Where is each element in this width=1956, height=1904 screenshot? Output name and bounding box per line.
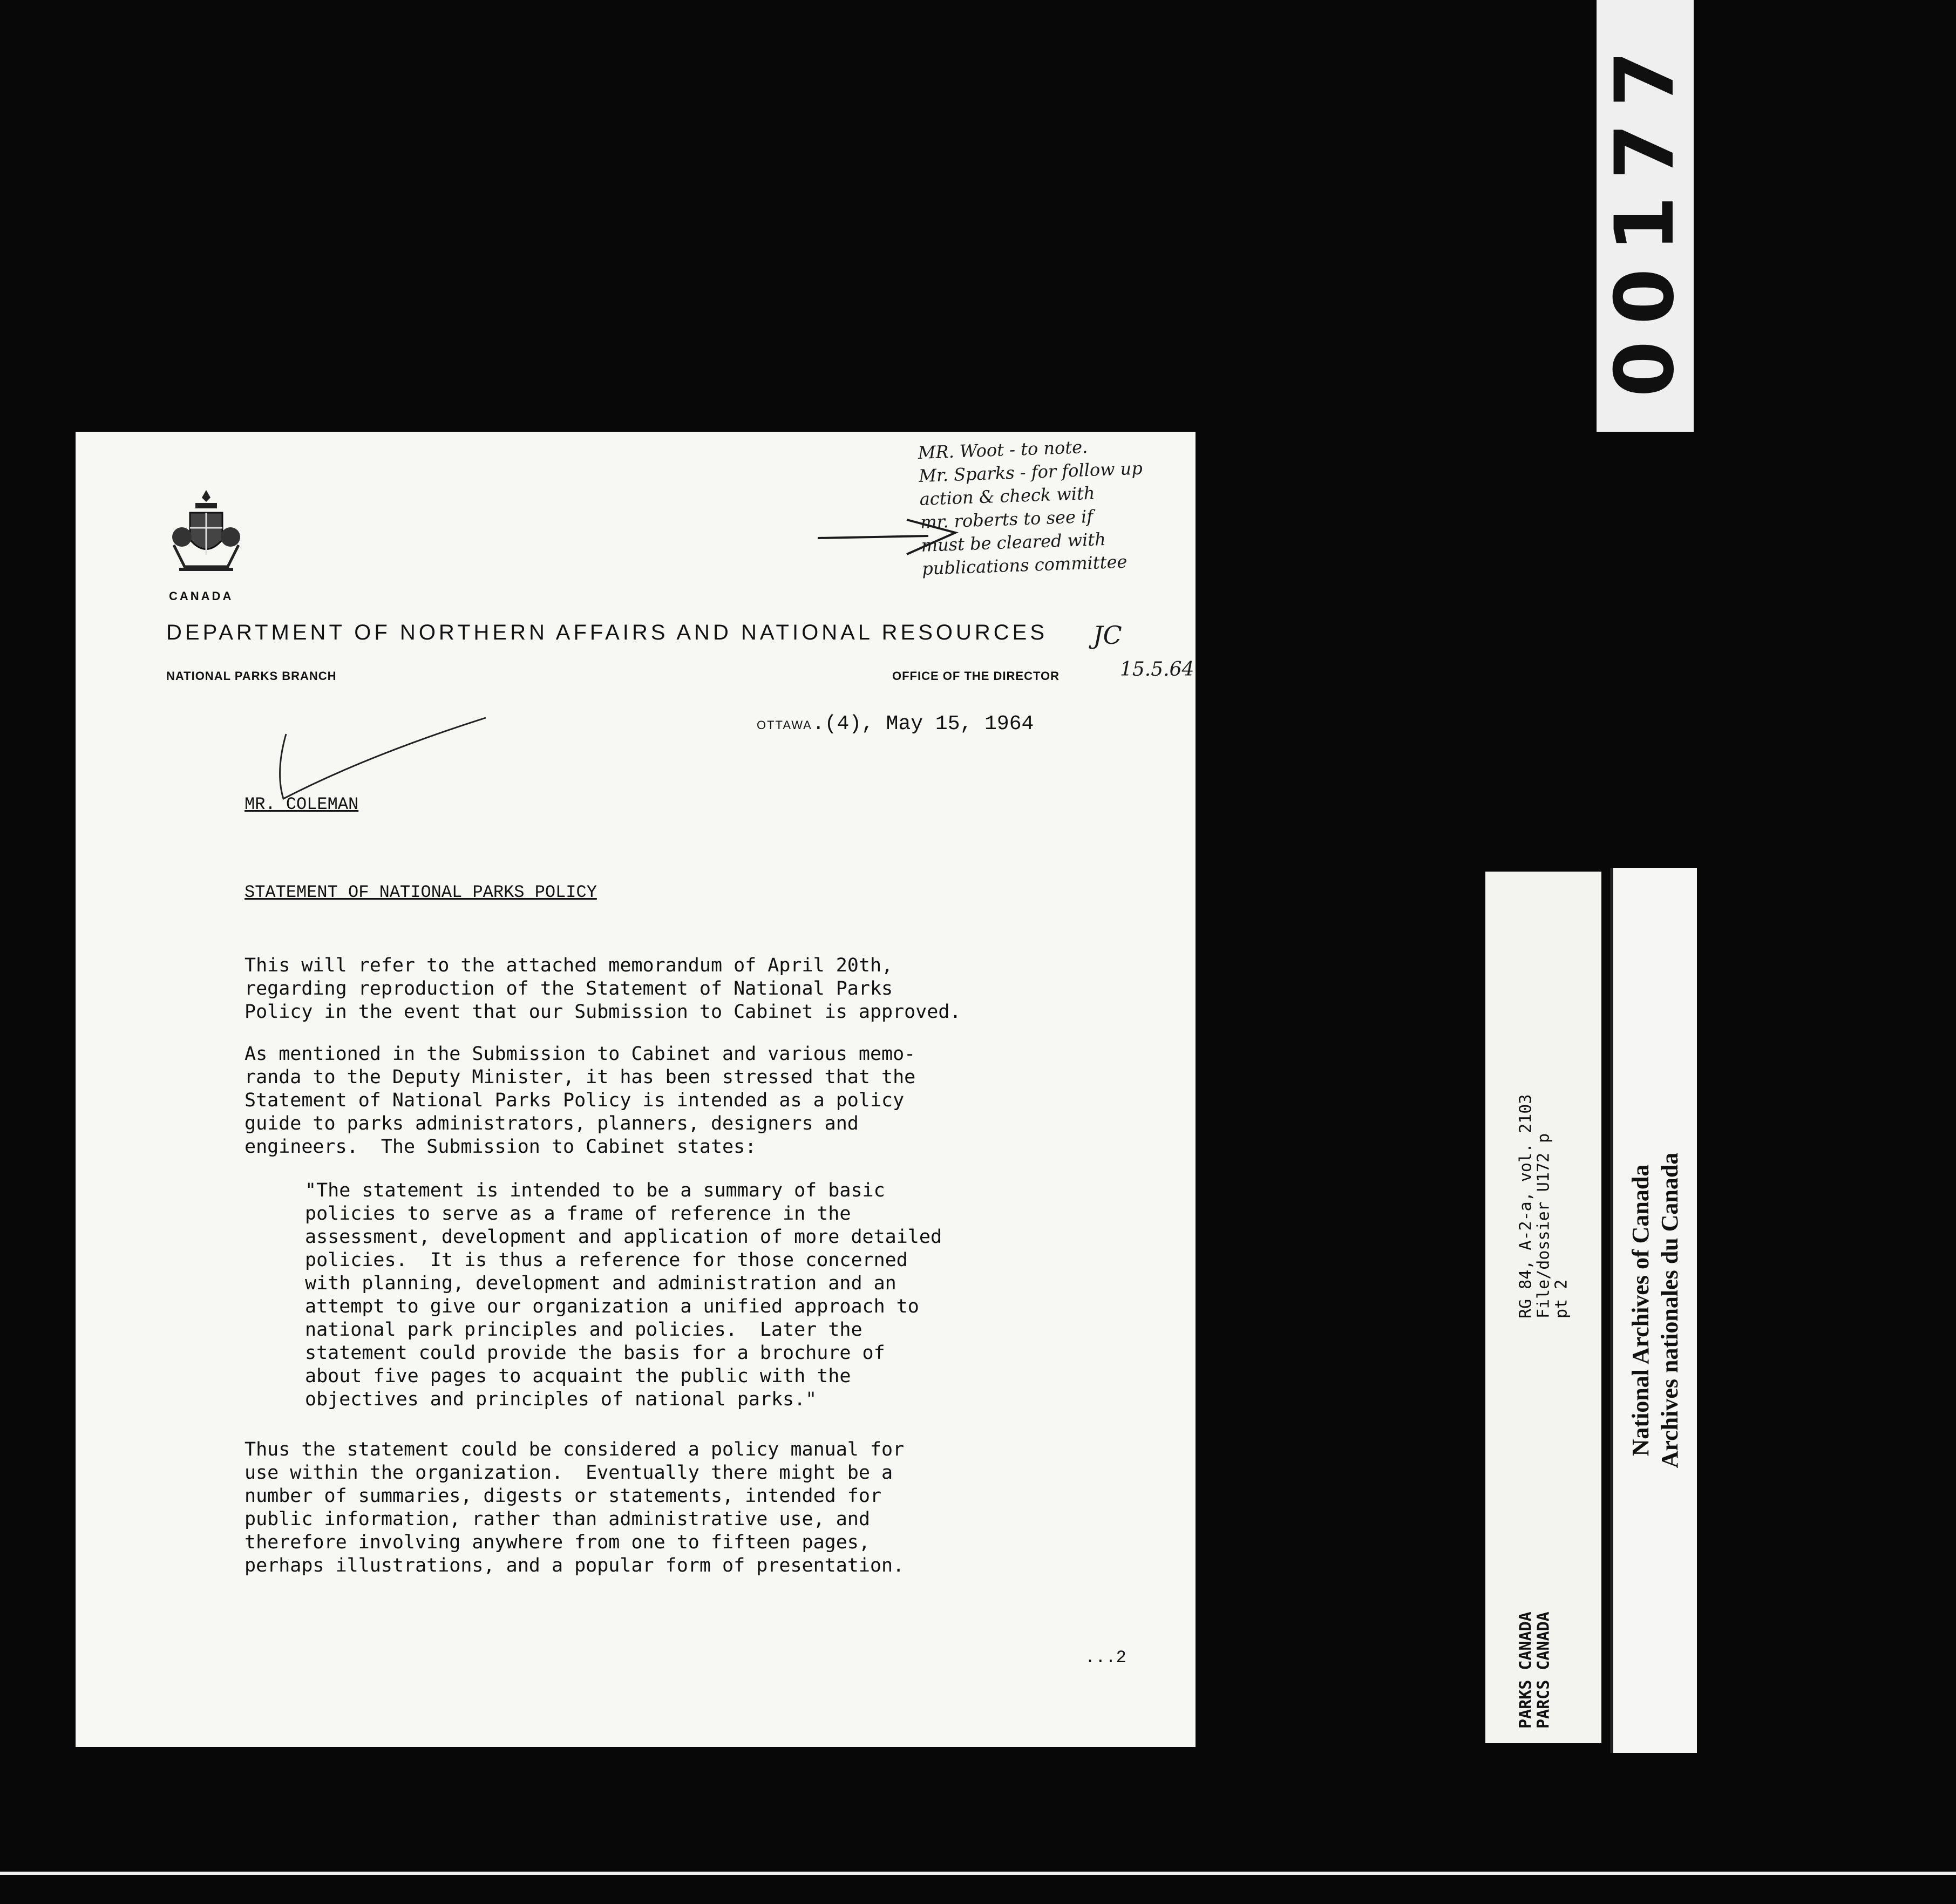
archives-english: National Archives of Canada	[1627, 1164, 1654, 1457]
subject-line: STATEMENT OF NATIONAL PARKS POLICY	[244, 882, 597, 902]
quoted-paragraph: "The statement is intended to be a summary of basic policies to serve as a frame of reference in the assessment, development and application of more detailed policies. It is thus a reference for those concerned with planning, development and administration and an attempt to give our organization a unified approach to national park principles and policies. Later the statement could provide the basis for a brochure of about five pages to acquaint the public with the objectives and principles of national parks."	[305, 1180, 942, 1410]
dateline: OTTAWA.(4), May 15, 1964	[757, 712, 1034, 736]
letterhead-country: CANADA	[169, 589, 234, 603]
handwritten-line: action & check with	[919, 482, 1096, 509]
dateline-date: (4), May 15, 1964	[824, 712, 1034, 736]
letterhead-office: OFFICE OF THE DIRECTOR	[892, 669, 1060, 683]
coat-of-arms-icon	[168, 486, 244, 577]
letterhead-branch: NATIONAL PARKS BRANCH	[166, 669, 337, 683]
handwritten-line: publications committee	[921, 551, 1128, 579]
national-archives-stamp	[1610, 868, 1697, 1753]
handwritten-line: mr. roberts to see if	[920, 506, 1094, 533]
handwritten-initials: JC	[1093, 621, 1122, 650]
paragraph-1: This will refer to the attached memorandum of April 20th, regarding reproduction of the Statement of National Parks Policy in the event that our Submission to Cabinet is approved.	[244, 955, 961, 1023]
film-edge-line	[0, 1872, 1956, 1875]
paragraph-4: Thus the statement could be considered a policy manual for use within the organization. Eventually there might be a number of summaries, digests or statements, intended for public information, rather than administrative use, and therefore involving anywhere from one to fifteen pages, perhaps illustrations, and a popular form of presentation.	[244, 1439, 905, 1576]
frame-number-text: 00177	[1598, 35, 1693, 397]
addressee: MR. COLEMAN	[244, 794, 359, 814]
dateline-city: OTTAWA	[757, 718, 812, 732]
memo-page	[76, 432, 1196, 1747]
handwritten-line: MR. Woot - to note.	[918, 437, 1088, 463]
parks-canada-stamp	[1485, 872, 1601, 1743]
stamp-reference-line2: File/dossier U172 p	[1534, 1133, 1553, 1318]
archives-french: Archives nationales du Canada	[1656, 1152, 1683, 1468]
stamp-reference-line1: RG 84, A-2-a, vol. 2103	[1516, 1094, 1535, 1318]
handwritten-line: must be cleared with	[921, 528, 1106, 556]
microfilm-frame-number	[1597, 0, 1694, 432]
paragraph-2: As mentioned in the Submission to Cabinet and various memo- randa to the Deputy Minister, it has been stressed that the Statement of National Parks Policy is intended as a policy guide to parks administrators, planners, designers and engineers. The Submission to Cabinet states:	[244, 1043, 916, 1158]
handwritten-date: 15.5.64	[1120, 658, 1194, 681]
handwritten-line: Mr. Sparks - for follow up	[918, 458, 1143, 486]
stamp-parks-line2: PARCS CANADA	[1534, 1611, 1553, 1729]
page-continuation: ...2	[1085, 1648, 1126, 1668]
letterhead-department: DEPARTMENT OF NORTHERN AFFAIRS AND NATIONAL RESOURCES	[166, 621, 1048, 644]
arrow-icon	[815, 515, 977, 559]
stamp-reference-line3: pt 2	[1552, 1279, 1571, 1318]
stamp-parks-line1: PARKS CANADA	[1516, 1611, 1535, 1729]
